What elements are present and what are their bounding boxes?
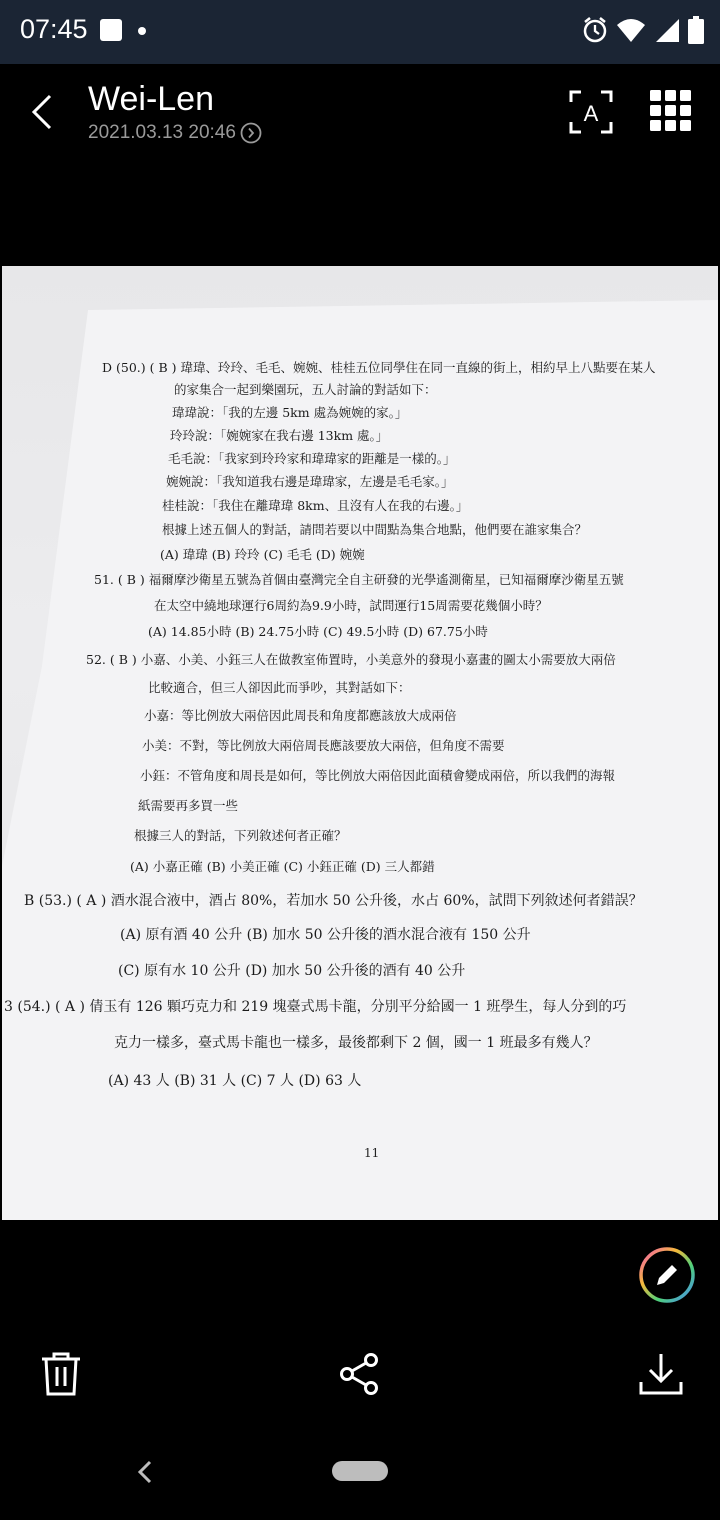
wifi-icon bbox=[616, 17, 646, 43]
question-line: 根據三人的對話，下列敘述何者正確？ bbox=[134, 828, 347, 843]
nav-home-pill[interactable] bbox=[332, 1461, 388, 1481]
svg-text:A: A bbox=[583, 101, 599, 126]
question-line: (A) 43 人 (B) 31 人 (C) 7 人 (D) 63 人 bbox=[108, 1073, 362, 1089]
question-line: B (53.) ( A ) 酒水混合液中，酒占 80%，若加水 50 公升後，水占 60%，試問下列敘述何者錯誤？ bbox=[24, 893, 643, 909]
alarm-icon bbox=[582, 16, 608, 44]
question-line: 紙需要再多買一些 bbox=[138, 798, 239, 813]
status-icons bbox=[582, 16, 704, 44]
timestamp-row[interactable] bbox=[88, 122, 262, 144]
question-line: (A) 瑋瑋 (B) 玲玲 (C) 毛毛 (D) 婉婉 bbox=[160, 547, 365, 562]
question-line: 比較適合，但三人卻因此而爭吵，其對話如下： bbox=[148, 680, 411, 695]
grid-icon[interactable] bbox=[648, 88, 694, 134]
download-icon[interactable] bbox=[638, 1352, 684, 1396]
question-line: 桂桂說：「我住在離瑋瑋 8km、且沒有人在我的右邊。」 bbox=[162, 498, 469, 513]
info-circle-icon[interactable] bbox=[240, 122, 262, 144]
notification-dot-icon bbox=[138, 27, 146, 35]
question-line: 毛毛說：「我家到玲玲家和瑋瑋家的距離是一樣的。」 bbox=[168, 451, 456, 466]
question-line: 52. ( B ) 小嘉、小美、小鈺三人在做教室佈置時，小美意外的發現小嘉畫的圖太小需要放大兩倍 bbox=[86, 652, 616, 667]
question-line: 瑋瑋說：「我的左邊 5km 處為婉婉的家。」 bbox=[172, 405, 408, 420]
question-line: 在太空中繞地球運行6周約為9.9小時，試問運行15周需要花幾個小時？ bbox=[154, 598, 548, 613]
question-line: D (50.) ( B ) 瑋瑋、玲玲、毛毛、婉婉、桂桂五位同學住在同一直線的街上，相約早上八點要在某人 bbox=[102, 360, 656, 375]
photo-view[interactable] bbox=[2, 266, 718, 1220]
question-line: 小鈺：不管角度和周長是如何，等比例放大兩倍因此面積會變成兩倍，所以我們的海報 bbox=[140, 768, 616, 783]
share-icon[interactable] bbox=[338, 1352, 380, 1396]
status-bar bbox=[0, 0, 720, 64]
question-line: 3 (54.) ( A ) 倩玉有 126 顆巧克力和 219 塊臺式馬卡龍，分別平分給國一 1 班學生，每人分到的巧 bbox=[4, 999, 627, 1015]
trash-icon[interactable] bbox=[40, 1352, 82, 1396]
pencil-icon[interactable] bbox=[638, 1246, 696, 1304]
battery-icon bbox=[688, 16, 704, 44]
question-line: 的家集合一起到樂園玩，五人討論的對話如下： bbox=[174, 382, 437, 397]
question-line: 婉婉說：「我知道我右邊是瑋瑋家，左邊是毛毛家。」 bbox=[166, 474, 454, 489]
question-line: 51. ( B ) 福爾摩沙衛星五號為首個由臺灣完全自主研發的光學遙測衛星，已知福爾摩沙衛星五號 bbox=[94, 572, 624, 587]
question-line: 小嘉：等比例放大兩倍因此周長和角度都應該放大成兩倍 bbox=[144, 708, 457, 723]
chevron-left-icon[interactable] bbox=[22, 90, 66, 134]
question-line: 小美：不對，等比例放大兩倍周長應該要放大兩倍，但角度不需要 bbox=[142, 738, 505, 753]
page-number: 11 bbox=[364, 1146, 380, 1160]
question-line: (A) 原有酒 40 公升 (B) 加水 50 公升後的酒水混合液有 150 公升 bbox=[120, 927, 531, 943]
text-scan-icon[interactable] bbox=[567, 88, 615, 136]
sender-name: Wei-Len bbox=[88, 80, 214, 118]
question-line: (C) 原有水 10 公升 (D) 加水 50 公升後的酒有 40 公升 bbox=[118, 963, 466, 979]
question-line: 克力一樣多，臺式馬卡龍也一樣多，最後都剩下 2 個，國一 1 班最多有幾人？ bbox=[114, 1035, 598, 1051]
question-line: 根據上述五個人的對話，請問若要以中間點為集合地點，他們要在誰家集合？ bbox=[162, 522, 588, 537]
notification-note-icon bbox=[100, 19, 122, 41]
photo-timestamp: 2021.03.13 20:46 bbox=[88, 122, 236, 143]
signal-icon bbox=[654, 17, 680, 43]
status-time: 07:45 bbox=[20, 14, 88, 44]
nav-back-icon[interactable] bbox=[134, 1458, 156, 1486]
viewer-header bbox=[0, 64, 720, 174]
question-line: (A) 小嘉正確 (B) 小美正確 (C) 小鈺正確 (D) 三人都錯 bbox=[130, 859, 435, 874]
question-line: (A) 14.85小時 (B) 24.75小時 (C) 49.5小時 (D) 67.75小時 bbox=[148, 624, 488, 639]
question-line: 玲玲說：「婉婉家在我右邊 13km 處。」 bbox=[170, 428, 389, 443]
